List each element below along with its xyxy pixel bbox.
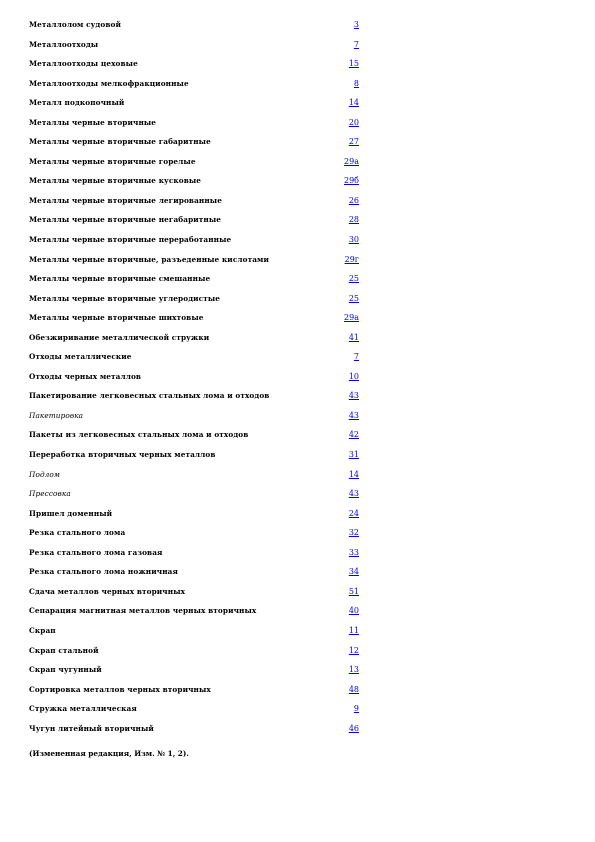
page-reference-link[interactable]: 34	[348, 567, 359, 577]
index-term: Пакетировка	[29, 410, 84, 420]
index-term: Металлы черные вторичные шихтовые	[29, 313, 204, 323]
page-reference-link[interactable]: 10	[348, 371, 359, 381]
page-reference-link[interactable]: 43	[348, 391, 359, 401]
page-reference-link[interactable]: 26	[348, 195, 359, 205]
index-term: Резка стального лома	[29, 528, 126, 538]
page-reference-link[interactable]: 3	[353, 20, 359, 29]
index-entry	[29, 448, 359, 468]
index-term: Обезжиривание металлической стружки	[29, 332, 210, 342]
index-term: Скрап	[29, 625, 56, 635]
page-reference-link[interactable]: 32	[348, 528, 359, 538]
index-entry	[29, 565, 359, 585]
page-reference-link[interactable]: 27	[348, 137, 359, 147]
index-entry	[29, 174, 359, 194]
page-reference-link[interactable]: 14	[348, 98, 359, 108]
index-entry	[29, 213, 359, 233]
page-reference-link[interactable]: 51	[348, 586, 359, 596]
index-term: Металлоотходы мелкофракционные	[29, 78, 189, 88]
index-term: Пакеты из легковесных стальных лома и отходов	[29, 430, 249, 440]
index-term: Металлы черные вторичные горелые	[29, 156, 196, 166]
index-term: Металлы черные вторичные переработанные	[29, 235, 232, 245]
page-reference-link[interactable]: 11	[348, 625, 359, 635]
index-term: Металл подкопочный	[29, 98, 125, 108]
page-reference-link[interactable]: 9	[353, 704, 359, 714]
index-term: Пришел доменный	[29, 508, 113, 518]
index-entry	[29, 292, 359, 312]
page-reference-link[interactable]: 29а	[344, 156, 359, 166]
index-entry	[29, 233, 359, 253]
index-entry	[29, 57, 359, 77]
alphabetical-index	[29, 18, 359, 741]
index-term: Скрап стальной	[29, 645, 99, 655]
index-entry	[29, 18, 359, 38]
index-term: Отходы металлические	[29, 352, 132, 362]
index-entry	[29, 389, 359, 409]
page-reference-link[interactable]: 41	[348, 332, 359, 342]
page-reference-link[interactable]: 12	[348, 645, 359, 655]
page-reference-link[interactable]: 24	[348, 508, 359, 518]
index-entry	[29, 409, 359, 429]
index-entry	[29, 722, 359, 742]
index-term: Металлы черные вторичные легированные	[29, 195, 222, 205]
index-entry	[29, 350, 359, 370]
index-entry	[29, 311, 359, 331]
index-entry	[29, 272, 359, 292]
index-entry	[29, 526, 359, 546]
index-term: Резка стального лома газовая	[29, 547, 163, 557]
index-term: Резка стального лома ножничная	[29, 567, 178, 577]
index-term: Сепарация магнитная металлов черных вторичных	[29, 606, 257, 616]
page-reference-link[interactable]: 25	[348, 274, 359, 284]
index-term: Скрап чугунный	[29, 665, 102, 675]
page-reference-link[interactable]: 40	[348, 606, 359, 616]
page-reference-link[interactable]: 14	[348, 469, 359, 479]
index-entry	[29, 38, 359, 58]
index-entry	[29, 546, 359, 566]
page-reference-link[interactable]: 46	[348, 723, 359, 733]
page-reference-link[interactable]: 20	[348, 117, 359, 127]
index-term: Металлы черные вторичные углеродистые	[29, 293, 220, 303]
index-entry	[29, 135, 359, 155]
index-term: Переработка вторичных черных металлов	[29, 450, 216, 460]
page-reference-link[interactable]: 29б	[344, 176, 359, 186]
page-reference-link[interactable]: 25	[348, 293, 359, 303]
page-reference-link[interactable]: 28	[348, 215, 359, 225]
index-entry	[29, 507, 359, 527]
page-reference-link[interactable]: 13	[348, 665, 359, 675]
page-reference-link[interactable]: 42	[348, 430, 359, 440]
index-term: Металлы черные вторичные кусковые	[29, 176, 202, 186]
revision-note: (Измененная редакция, Изм. № 1, 2).	[29, 749, 189, 758]
index-entry	[29, 96, 359, 116]
page-reference-link[interactable]: 43	[348, 410, 359, 420]
page-reference-link[interactable]: 29а	[344, 313, 359, 323]
index-term: Отходы черных металлов	[29, 371, 142, 381]
index-term: Металлоотходы цеховые	[29, 59, 138, 69]
index-entry	[29, 624, 359, 644]
index-entry	[29, 116, 359, 136]
index-term: Сортировка металлов черных вторичных	[29, 684, 211, 694]
index-term: Металлы черные вторичные смешанные	[29, 274, 211, 284]
page-reference-link[interactable]: 29г	[344, 254, 359, 264]
index-entry	[29, 194, 359, 214]
index-term: Металлы черные вторичные габаритные	[29, 137, 211, 147]
index-term: Металлолом судовой	[29, 20, 122, 29]
index-entry	[29, 155, 359, 175]
page-reference-link[interactable]: 7	[353, 352, 359, 362]
index-entry	[29, 77, 359, 97]
index-term: Металлы черные вторичные негабаритные	[29, 215, 222, 225]
index-entry	[29, 644, 359, 664]
index-term: Металлы черные вторичные, разъеденные кислотами	[29, 254, 269, 264]
index-term: Стружка металлическая	[29, 704, 137, 714]
page-reference-link[interactable]: 43	[348, 489, 359, 499]
index-term: Сдача металлов черных вторичных	[29, 586, 186, 596]
index-entry	[29, 487, 359, 507]
index-term: Прессовка	[29, 489, 71, 499]
index-entry	[29, 468, 359, 488]
page-reference-link[interactable]: 7	[353, 39, 359, 49]
index-entry	[29, 663, 359, 683]
index-entry	[29, 585, 359, 605]
index-entry	[29, 702, 359, 722]
page-reference-link[interactable]: 8	[353, 78, 359, 88]
index-entry	[29, 370, 359, 390]
index-term: Чугун литейный вторичный	[29, 723, 154, 733]
index-term: Металлы черные вторичные	[29, 117, 157, 127]
index-entry	[29, 428, 359, 448]
index-entry	[29, 604, 359, 624]
index-term: Пакетирование легковесных стальных лома и отходов	[29, 391, 270, 401]
index-term: Подлом	[29, 469, 61, 479]
index-entry	[29, 331, 359, 351]
index-entry	[29, 253, 359, 273]
page-reference-link[interactable]: 48	[348, 684, 359, 694]
index-term: Металлоотходы	[29, 39, 99, 49]
index-entry	[29, 683, 359, 703]
page-reference-link[interactable]: 30	[348, 235, 359, 245]
page-reference-link[interactable]: 33	[348, 547, 359, 557]
page-reference-link[interactable]: 15	[348, 59, 359, 69]
page-reference-link[interactable]: 31	[348, 450, 359, 460]
